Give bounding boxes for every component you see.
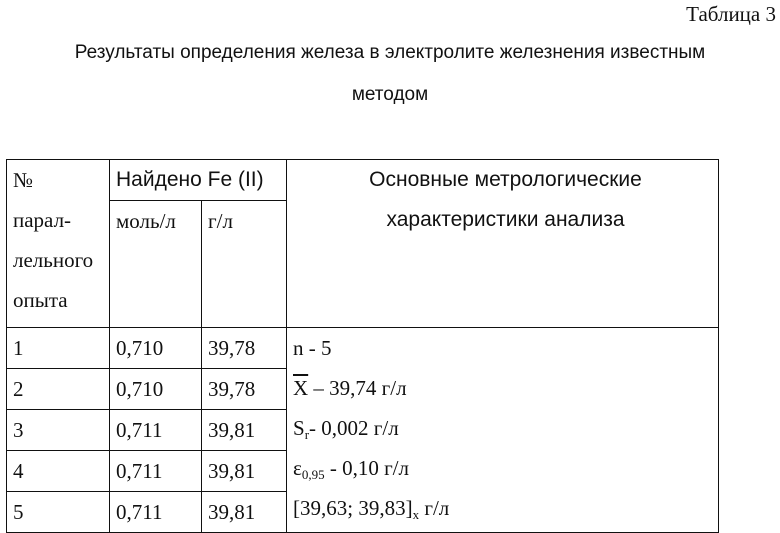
sr-value: - 0,002 г/л (309, 416, 399, 440)
row-mol-value: 0,710 (110, 369, 202, 410)
header-unit-mol: моль/л (110, 201, 202, 328)
epsilon-symbol: ε (293, 456, 302, 480)
interval-subscript: x (412, 507, 420, 522)
row-number: 5 (7, 492, 110, 533)
row-g-value: 39,78 (202, 328, 287, 369)
header-number-line-2: парал- (13, 208, 72, 232)
epsilon-subscript: 0,95 (301, 467, 325, 482)
row-mol-value: 0,710 (110, 328, 202, 369)
header-number-sign: № (13, 168, 34, 192)
interval-unit: г/л (419, 496, 450, 520)
sr-subscript: r (304, 427, 310, 442)
header-characteristics-line-2: характеристики анализа (386, 208, 625, 231)
header-characteristics (287, 160, 719, 328)
stat-sr (293, 408, 718, 448)
stat-mean (293, 368, 718, 408)
header-experiment-number (7, 160, 110, 328)
stat-epsilon (293, 448, 718, 488)
mean-value: – 39,74 г/л (308, 376, 407, 400)
row-number: 1 (7, 328, 110, 369)
header-number-line-4: опыта (13, 288, 68, 312)
sr-symbol: S (293, 416, 305, 440)
metrological-characteristics (287, 328, 719, 533)
table-row (7, 328, 719, 369)
row-number: 3 (7, 410, 110, 451)
stat-n: n - 5 (293, 336, 332, 360)
stat-interval (293, 488, 718, 528)
header-unit-g: г/л (202, 201, 287, 328)
table-number-label: Таблица 3 (686, 2, 776, 26)
results-table (6, 159, 719, 533)
row-number: 2 (7, 369, 110, 410)
row-mol-value: 0,711 (110, 410, 202, 451)
mean-symbol: $\overline{X}$ (293, 376, 309, 400)
row-mol-value: 0,711 (110, 492, 202, 533)
row-g-value: 39,81 (202, 410, 287, 451)
interval-value: [39,63; 39,83] (293, 496, 413, 520)
row-g-value: 39,81 (202, 492, 287, 533)
table-title-line-2: методом (351, 84, 429, 105)
header-number-line-3: лельного (13, 248, 94, 272)
row-g-value: 39,81 (202, 451, 287, 492)
table-title-line-1: Результаты определения железа в электролите железнения известным (74, 42, 706, 63)
epsilon-value: - 0,10 г/л (324, 456, 409, 480)
header-characteristics-line-1: Основные метрологические (369, 168, 642, 191)
row-number: 4 (7, 451, 110, 492)
row-g-value: 39,78 (202, 369, 287, 410)
row-mol-value: 0,711 (110, 451, 202, 492)
header-found-fe: Найдено Fe (II) (110, 160, 287, 201)
